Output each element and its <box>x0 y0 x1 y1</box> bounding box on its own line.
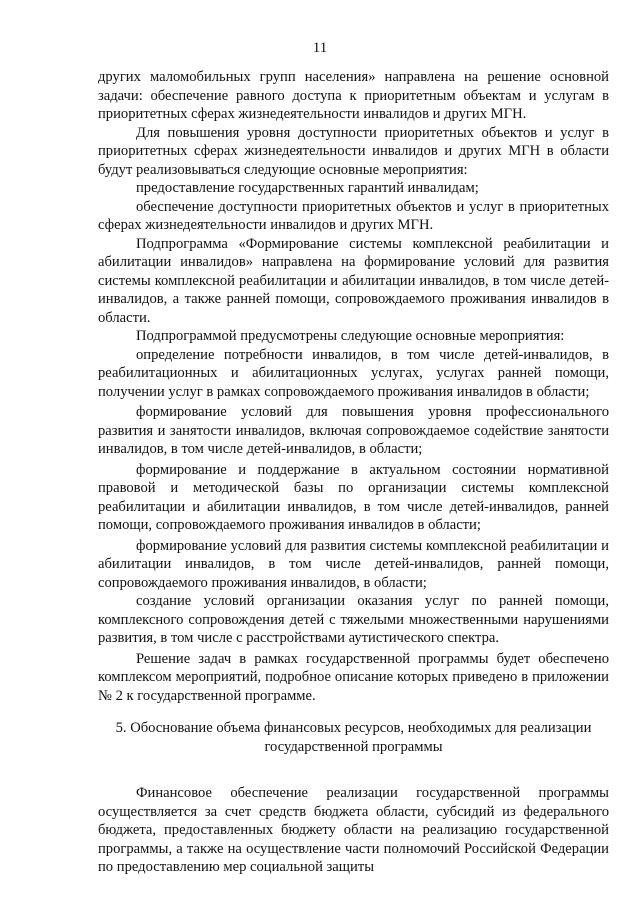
paragraph: Финансовое обеспечение реализации государственной программы осуществляется за счет средств бюджета области, субсидий из федерального бюджета, предоставленных бюджету области на реализацию государственной программы, а также на осуществление части полномочий Российской Федерации по предоставлению мер социальной защиты <box>98 785 609 875</box>
paragraph: Для повышения уровня доступности приоритетных объектов и услуг в приоритетных сферах жизнедеятельности инвалидов и других МГН в области будут реализовываться следующие основные мероприятия: <box>98 124 609 178</box>
list-item: предоставление государственных гарантий инвалидам; <box>136 180 479 196</box>
section-heading: 5. Обоснование объема финансовых ресурсов, необходимых для реализации государственной программы <box>115 720 592 755</box>
list-item: формирование условий для повышения уровня профессионального развития и занятости инвалидов, включая сопровождаемое содействие занятости инвалидов, в том числе детей-инвалидов, в области; <box>98 404 609 457</box>
list-item: определение потребности инвалидов, в том числе детей-инвалидов, в реабилитационных и абилитационных услугах, услугах ранней помощи, получении услуг в рамках сопровождаемого проживания инвалидов в области; <box>98 346 609 400</box>
list-item: формирование условий для развития системы комплексной реабилитации и абилитации инвалидов, в том числе детей-инвалидов, ранней помощи, сопровождаемого проживания инвалидов, в области; <box>98 537 609 591</box>
list-item: создание условий организации оказания услуг по ранней помощи, комплексного сопровождения детей с тяжелыми множественными нарушениями развития, в том числе с расстройствами аутистического спектра. <box>98 593 609 646</box>
spacer <box>98 756 609 784</box>
paragraph: других маломобильных групп населения» направлена на решение основной задачи: обеспечение равного доступа к приоритетным объектам и услугам в приоритетных сферах жизнедеятельности инвалидов и других МГН. <box>98 69 609 122</box>
page-number: 11 <box>312 40 328 56</box>
list-item: обеспечение доступности приоритетных объектов и услуг в приоритетных сферах жизнедеятельности инвалидов и других МГН. <box>98 198 609 233</box>
list-item: формирование и поддержание в актуальном состоянии нормативной правовой и методической базы по организации системы комплексной реабилитации и абилитации инвалидов, в том числе детей-инвалидов, ранней помощи, сопровождаемого проживания инвалидов в области; <box>98 461 609 533</box>
document-body <box>98 68 609 877</box>
paragraph: Подпрограммой предусмотрены следующие основные мероприятия: <box>136 328 565 344</box>
paragraph: Решение задач в рамках государственной программы будет обеспечено комплексом мероприятий, подробное описание которых приведено в приложении № 2 к государственной программе. <box>98 650 609 704</box>
paragraph: Подпрограмма «Формирование системы комплексной реабилитации и абилитации инвалидов» направлена на формирование условий для развития системы комплексной реабилитации и абилитации инвалидов, в том числе детей-инвалидов, а также ранней помощи, сопровождаемого проживания инвалидов в области. <box>98 235 609 326</box>
